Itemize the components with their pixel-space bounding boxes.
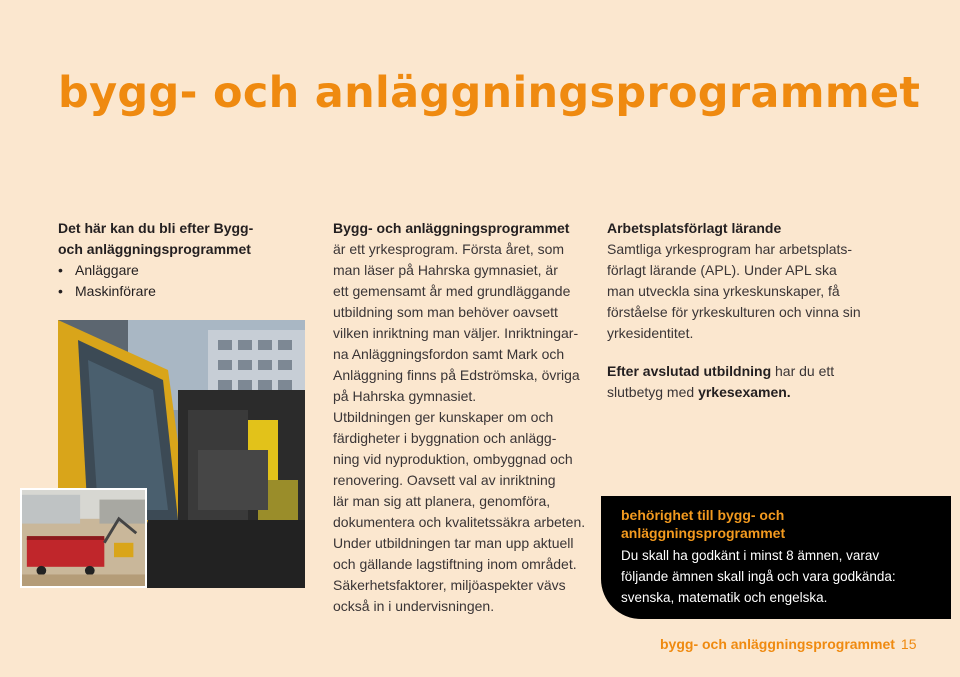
career-heading-line1: Det här kan du bli efter Bygg- [58,220,254,236]
text-line: följande ämnen skall ingå och vara godkända: [621,569,896,584]
career-heading [58,218,268,260]
text-line: Anläggning finns på Edströmska, övriga [333,367,580,383]
career-heading-line2: och anläggningsprogrammet [58,241,251,257]
list-item: • Maskinförare [58,281,268,302]
program-heading: Bygg- och anläggningsprogrammet [333,220,570,236]
text-line: är ett yrkesprogram. Första året, som [333,241,565,257]
text-line [607,361,907,382]
text-line: svenska, matematik och engelska. [621,590,828,605]
text-line: också in i undervisningen. [333,598,495,614]
eligibility-heading [621,506,941,542]
after-line2-start: slutbetyg med [607,384,699,400]
text-line: man läser på Hahrska gymnasiet, är [333,262,558,278]
text-line: yrkesidentitet. [607,325,694,341]
text-line: utbildning som man behöver oavsett [333,304,558,320]
eligibility-text [621,545,941,608]
text-line: Under utbildningen tar man upp aktuell [333,535,574,551]
page-title: bygg- och anläggningsprogrammet [58,68,921,118]
apl-heading: Arbetsplatsförlagt lärande [607,220,782,236]
text-line: dokumentera och kvalitetssäkra arbeten. [333,514,586,530]
eligibility-heading-line1: behörighet till bygg- och [621,507,785,523]
text-line: på Hahrska gymnasiet. [333,388,477,404]
after-bold: Efter avslutad utbildning [607,363,772,379]
text-line: ning vid nyproduktion, ombyggnad och [333,451,573,467]
text-line: Säkerhetsfaktorer, miljöaspekter vävs [333,577,566,593]
program-lines [333,239,595,617]
text-line: man utveckla sina yrkeskunskaper, få [607,283,840,299]
list-item: • Anläggare [58,260,268,281]
text-line: Utbildningen ger kunskaper om och [333,409,554,425]
text-line: renovering. Oavsett val av inriktning [333,472,556,488]
text-line: förlagt lärande (APL). Under APL ska [607,262,837,278]
text-line: och gällande lagstiftning inom området. [333,556,577,572]
exam-bold: yrkesexamen. [698,384,791,400]
text-line: Samtliga yrkesprogram har arbetsplats- [607,241,853,257]
footer-title: bygg- och anläggningsprogrammet [660,636,895,652]
text-line: vilken inriktning man väljer. Inriktningar- [333,325,579,341]
career-list [58,260,268,302]
text-line: na Anläggningsfordon samt Mark och [333,346,565,362]
text-line [607,382,907,403]
eligibility-box [601,496,951,619]
after-graduation-text [607,361,907,403]
text-line: förståelse för yrkeskulturen och vinna sin [607,304,861,320]
eligibility-heading-line2: anläggningsprogrammet [621,525,786,541]
page-number: 15 [900,636,917,652]
program-description [333,218,595,617]
text-line: lär man sig att planera, genomföra, [333,493,551,509]
apl-section [607,218,907,403]
text-line: Du skall ha godkänt i minst 8 ämnen, varav [621,548,880,563]
text-line: färdigheter i byggnation och anlägg- [333,430,557,446]
career-section [58,218,268,302]
construction-site-photo [20,488,147,588]
text-line: ett gemensamt år med grundläggande [333,283,571,299]
after-rest: har du ett [771,363,835,379]
page-footer [660,636,916,652]
